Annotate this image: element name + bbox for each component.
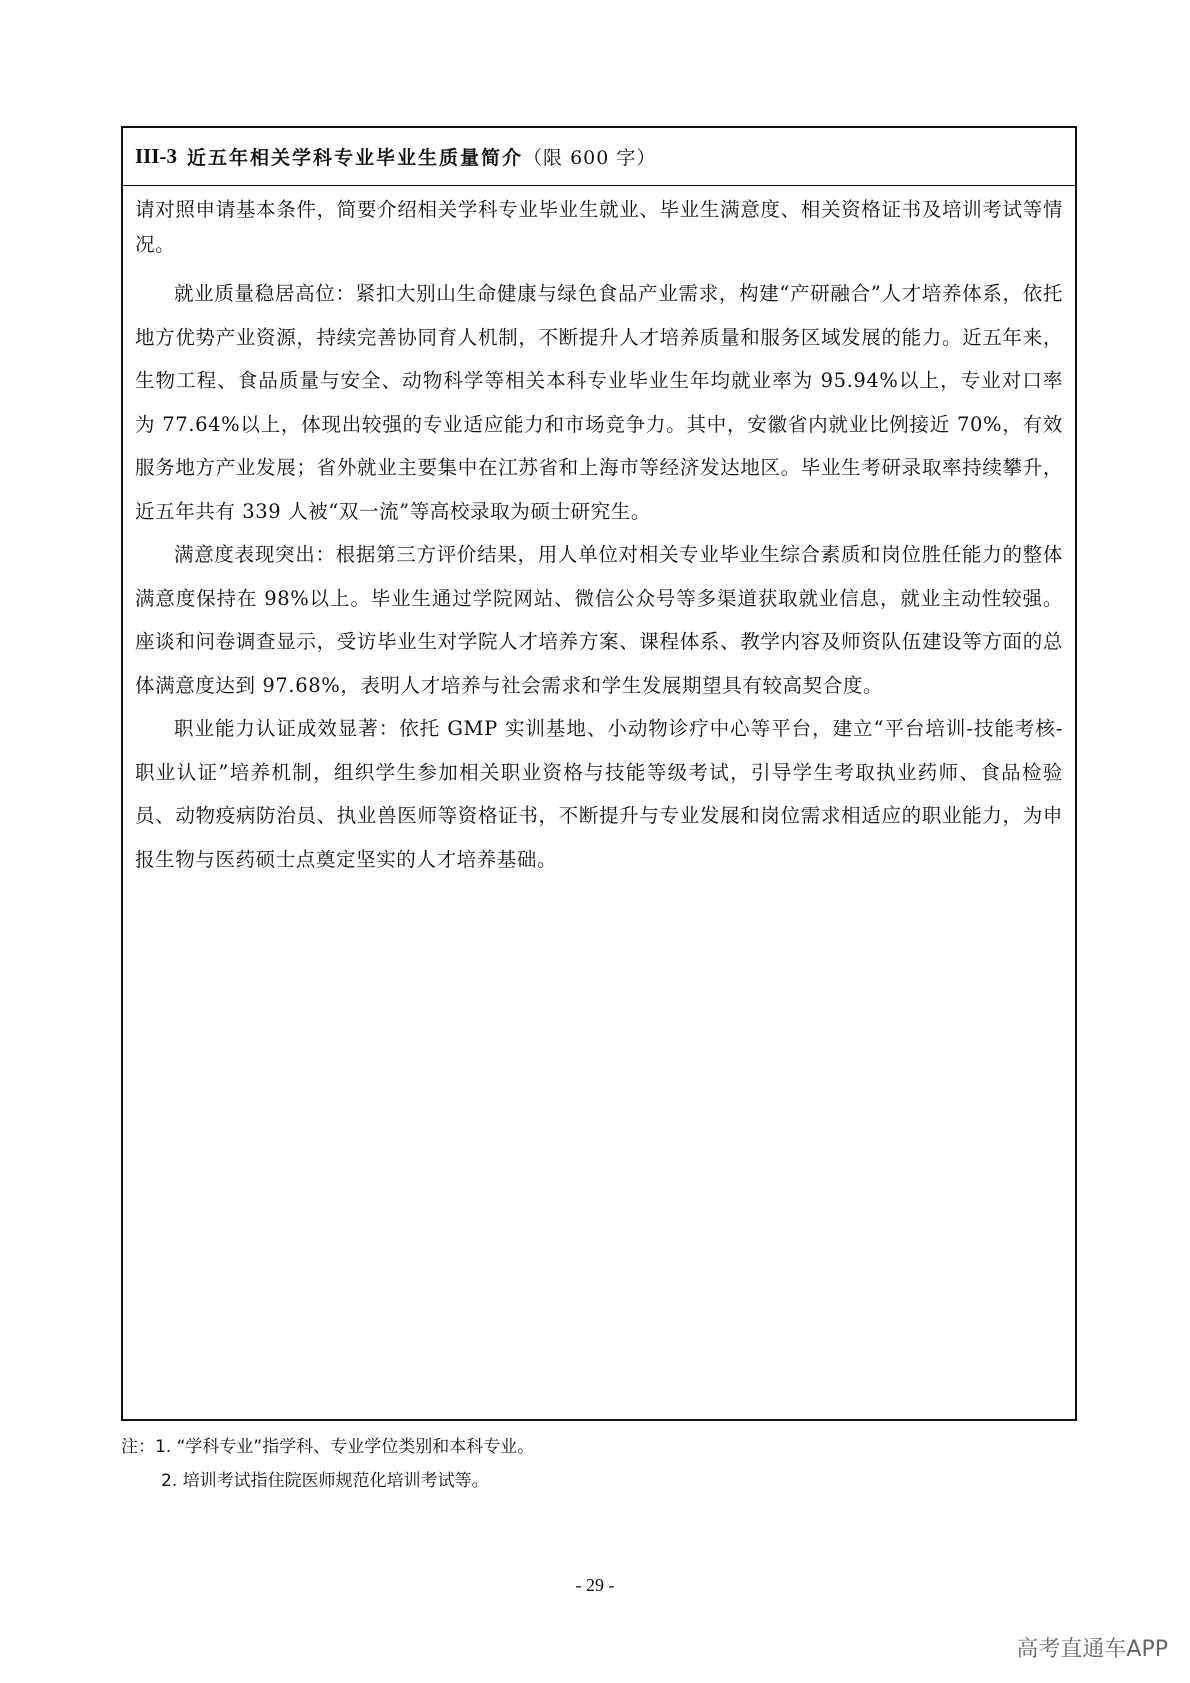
word-limit: （限 600 字） (523, 147, 657, 169)
instruction-text: 请对照申请基本条件，简要介绍相关学科专业毕业生就业、毕业生满意度、相关资格证书及培训考试等情况。 (135, 198, 1063, 256)
page-number: - 29 - (575, 1575, 615, 1595)
section-header (123, 128, 1075, 186)
paragraph-employment: 就业质量稳居高位：紧扣大别山生命健康与绿色食品产业需求，构建“产研融合”人才培养体系，依托地方优势产业资源，持续完善协同育人机制，不断提升人才培养质量和服务区域发展的能力。近五年来，生物工程、食品质量与安全、动物科学等相关本科专业毕业生年均就业率为 95.94%以上，专业对口率为 77.64%以上，体现出较强的专业适应能力和市场竞争力。其中，安徽省内就业比例接近 70%，有效服务地方产业发展；省外就业主要集中在江苏省和上海市等经济发达地区。毕业生考研录取率持续攀升，近五年共有 339 人被“双一流”等高校录取为硕士研究生。 (135, 282, 1063, 523)
paragraph-satisfaction: 满意度表现突出：根据第三方评价结果，用人单位对相关专业毕业生综合素质和岗位胜任能力的整体满意度保持在 98%以上。毕业生通过学院网站、微信公众号等多渠道获取就业信息，就业主动性较强。座谈和问卷调查显示，受访毕业生对学院人才培养方案、课程体系、教学内容及师资队伍建设等方面的总体满意度达到 97.68%，表明人才培养与社会需求和学生发展期望具有较高契合度。 (135, 543, 1063, 697)
watermark: 高考直通车APP (1016, 1637, 1168, 1662)
form-table (121, 126, 1077, 1421)
section-code: III-3 (135, 144, 178, 168)
section-title: 近五年相关学科专业毕业生质量简介 (187, 147, 524, 169)
section-body (123, 186, 1075, 881)
footnote-1: 注：1. “学科专业”指学科、专业学位类别和本科专业。 (121, 1437, 535, 1457)
paragraph-certification: 职业能力认证成效显著：依托 GMP 实训基地、小动物诊疗中心等平台，建立“平台培训-技能考核-职业认证”培养机制，组织学生参加相关职业资格与技能等级考试，引导学生考取执业药师、食品检验员、动物疫病防治员、执业兽医师等资格证书，不断提升与专业发展和岗位需求相适应的职业能力，为申报生物与医药硕士点奠定坚实的人才培养基础。 (135, 717, 1063, 871)
footnotes (121, 1430, 1021, 1498)
footnote-2: 2. 培训考试指住院医师规范化培训考试等。 (161, 1471, 489, 1491)
